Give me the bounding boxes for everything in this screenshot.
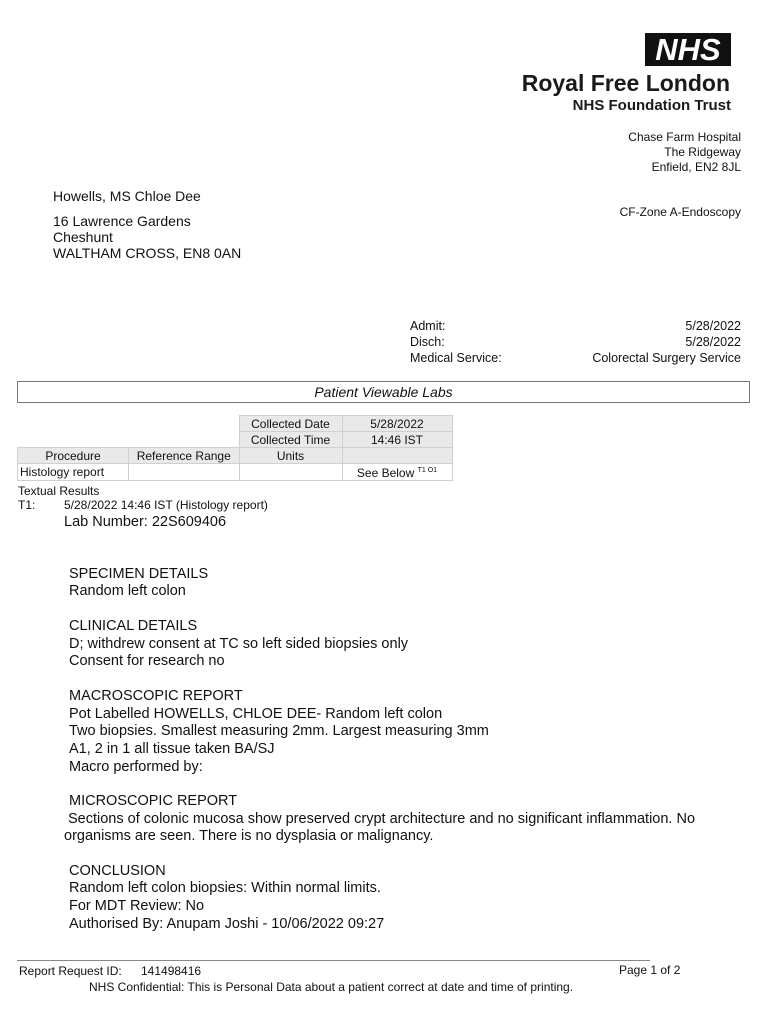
patient-name: Howells, MS Chloe Dee xyxy=(53,188,201,204)
request-label: Report Request ID: xyxy=(19,964,122,978)
macro-line: A1, 2 in 1 all tissue taken BA/SJ xyxy=(69,741,275,757)
admit-label: Admit: xyxy=(410,319,446,333)
clinical-line: Consent for research no xyxy=(69,653,225,669)
nhs-logo: NHS xyxy=(645,33,731,66)
clinical-line: D; withdrew consent at TC so left sided biopsies only xyxy=(69,636,409,652)
micro-heading: MICROSCOPIC REPORT xyxy=(69,793,238,809)
row-result xyxy=(342,464,452,481)
conclusion-line: Random left colon biopsies: Within normal limits. xyxy=(69,880,381,896)
hospital-address-line: The Ridgeway xyxy=(664,145,741,159)
micro-line: Sections of colonic mucosa show preserved crypt architecture and no significant inflammation. No xyxy=(68,811,696,827)
t1-label: T1: xyxy=(18,498,36,512)
department: CF-Zone A-Endoscopy xyxy=(619,205,741,219)
patient-address-line: Cheshunt xyxy=(53,229,113,245)
disch-label: Disch: xyxy=(410,335,445,349)
macro-line: Two biopsies. Smallest measuring 2mm. Largest measuring 3mm xyxy=(69,723,489,739)
row-procedure: Histology report xyxy=(18,464,129,481)
patient-address-line: WALTHAM CROSS, EN8 0AN xyxy=(53,245,242,261)
row-units xyxy=(239,464,342,481)
col-procedure: Procedure xyxy=(18,448,129,464)
admit-value: 5/28/2022 xyxy=(685,319,741,333)
collected-time-value: 14:46 IST xyxy=(342,432,452,448)
patient-address-line: 16 Lawrence Gardens xyxy=(53,213,191,229)
row-result-text: See Below xyxy=(356,466,415,480)
disch-value: 5/28/2022 xyxy=(685,335,741,349)
hospital-address-line: Enfield, EN2 8JL xyxy=(651,160,741,174)
macro-line: Macro performed by: xyxy=(69,759,203,775)
micro-line: organisms are seen. There is no dysplasia or malignancy. xyxy=(64,828,434,844)
table-row xyxy=(18,464,453,481)
service-label: Medical Service: xyxy=(410,351,502,365)
lab-number: Lab Number: 22S609406 xyxy=(64,514,227,530)
col-result-header xyxy=(342,448,452,464)
collected-time-label: Collected Time xyxy=(239,432,342,448)
section-banner: Patient Viewable Labs xyxy=(17,381,750,403)
collected-date-label: Collected Date xyxy=(239,416,342,432)
collected-date-value: 5/28/2022 xyxy=(342,416,452,432)
footer-divider xyxy=(17,960,650,961)
specimen-line: Random left colon xyxy=(69,583,186,599)
request-id: 141498416 xyxy=(141,964,202,978)
specimen-heading: SPECIMEN DETAILS xyxy=(69,566,209,582)
col-reference-range: Reference Range xyxy=(129,448,240,464)
page-number: Page 1 of 2 xyxy=(619,963,681,977)
clinical-heading: CLINICAL DETAILS xyxy=(69,618,198,634)
t1-header: 5/28/2022 14:46 IST (Histology report) xyxy=(64,498,268,512)
textual-results-heading: Textual Results xyxy=(18,484,100,498)
service-value: Colorectal Surgery Service xyxy=(592,351,741,365)
macro-heading: MACROSCOPIC REPORT xyxy=(69,688,243,704)
row-result-note: T1 O1 xyxy=(417,467,438,474)
hospital-address-line: Chase Farm Hospital xyxy=(628,130,741,144)
trust-subtitle: NHS Foundation Trust xyxy=(572,97,731,114)
row-reference xyxy=(129,464,240,481)
col-units: Units xyxy=(239,448,342,464)
trust-name: Royal Free London xyxy=(521,70,730,96)
conclusion-heading: CONCLUSION xyxy=(69,863,166,879)
confidential-notice: NHS Confidential: This is Personal Data about a patient correct at date and time of printing. xyxy=(89,980,574,994)
macro-line: Pot Labelled HOWELLS, CHLOE DEE- Random left colon xyxy=(69,706,443,722)
conclusion-line: Authorised By: Anupam Joshi - 10/06/2022 09:27 xyxy=(69,916,385,932)
conclusion-line: For MDT Review: No xyxy=(69,898,205,914)
lab-table xyxy=(17,415,453,481)
